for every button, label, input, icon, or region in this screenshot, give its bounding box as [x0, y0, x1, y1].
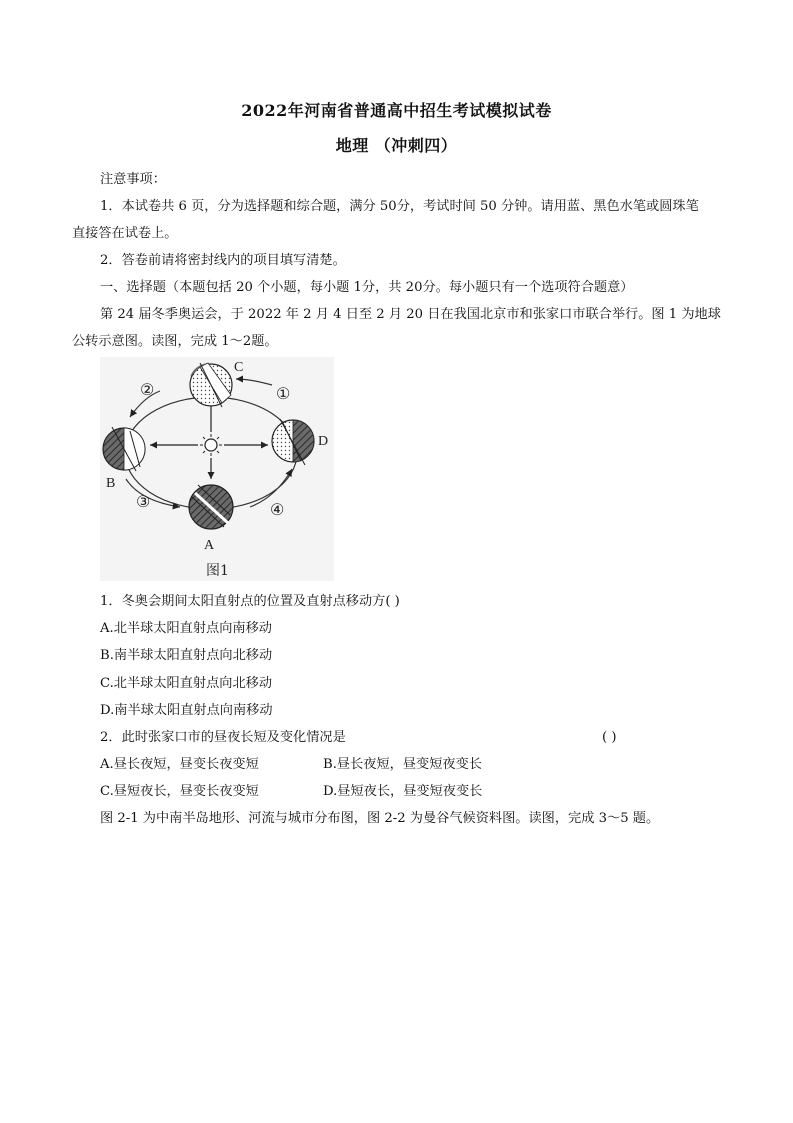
- q1-option-a: A.北半球太阳直射点向南移动: [100, 621, 272, 636]
- q2-option-a: A.昼长夜短，昼变长夜变短: [100, 757, 259, 772]
- exam-subtitle: 地理 （冲刺四）: [335, 136, 458, 155]
- q2-option-c: C.昼短夜长，昼变长夜变短: [100, 784, 259, 799]
- q1-option-b: B.南半球太阳直射点向北移动: [100, 648, 273, 663]
- q2-option-b: B.昼长夜短，昼变短夜变长: [323, 757, 482, 772]
- label-num-4: ④: [270, 500, 285, 519]
- label-c: C: [234, 360, 244, 375]
- section-2-intro: 图 2-1 为中南半岛地形、河流与城市分布图，图 2-2 为曼谷气候资料图。读图，完成 3～5 题。: [100, 811, 660, 826]
- figure-caption: 图1: [206, 563, 229, 579]
- exam-title: 2022年河南省普通高中招生考试模拟试卷: [241, 101, 552, 120]
- label-a: A: [204, 538, 215, 553]
- notice-heading: 注意事项：: [100, 172, 166, 187]
- notice-item-2: 2．答卷前请将密封线内的项目填写清楚。: [100, 253, 346, 268]
- notice-item-1: 1．本试卷共 6 页，分为选择题和综合题，满分 50分，考试时间 50 分钟。请用蓝、黑色水笔或圆珠笔: [100, 199, 699, 214]
- section-heading: 一、选择题（本题包括 20 个小题，每小题 1分，共 20分。每小题只有一个选项符合题意）: [100, 280, 634, 295]
- section-intro: 第 24 届冬季奥运会，于 2022 年 2 月 4 日至 2 月 20 日在我国北京市和张家口市联合举行。图 1 为地球: [100, 307, 721, 322]
- question-2-answer-blank: ( ): [602, 730, 617, 745]
- earth-b-icon: [103, 427, 145, 471]
- label-d: D: [318, 434, 329, 449]
- earth-a-icon: [189, 485, 233, 529]
- q1-option-d: D.南半球太阳直射点向南移动: [100, 703, 273, 718]
- question-2-stem: 2．此时张家口市的昼夜长短及变化情况是: [100, 730, 346, 745]
- label-b: B: [106, 476, 116, 491]
- notice-item-1-cont: 直接答在试卷上。: [72, 226, 178, 241]
- earth-revolution-figure: [100, 357, 334, 581]
- q1-option-c: C.北半球太阳直射点向北移动: [100, 676, 273, 691]
- question-1-stem: 1．冬奥会期间太阳直射点的位置及直射点移动方( ): [100, 594, 400, 609]
- q2-option-d: D.昼短夜长，昼变短夜变长: [323, 784, 483, 799]
- label-num-2: ②: [140, 380, 155, 399]
- earth-c-icon: [190, 363, 232, 407]
- section-intro-cont: 公转示意图。读图，完成 1～2题。: [72, 334, 278, 349]
- label-num-3: ③: [136, 492, 151, 511]
- label-num-1: ①: [276, 384, 291, 403]
